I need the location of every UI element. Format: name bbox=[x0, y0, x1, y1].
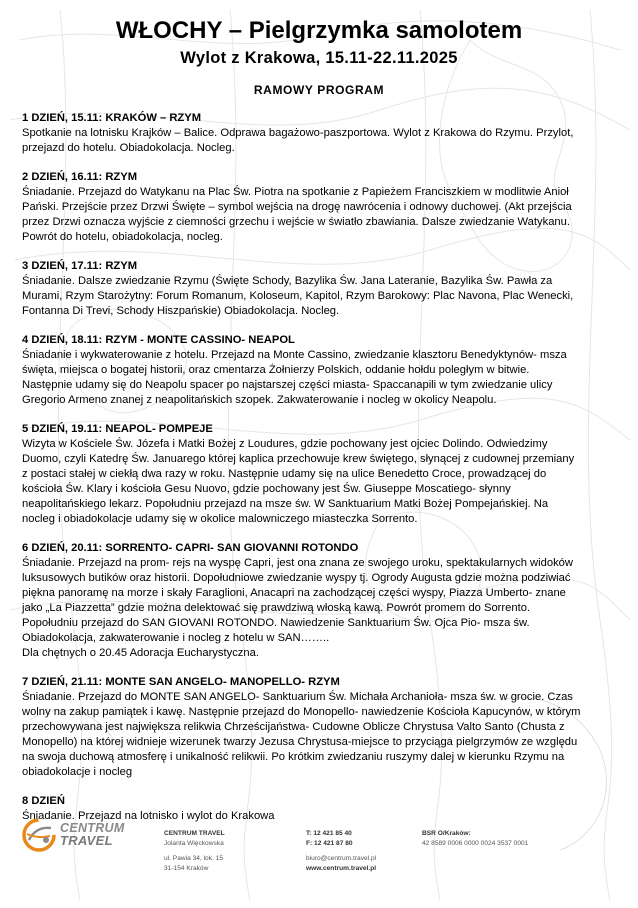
day-description-line: święta, miejsca o bogatej historii, oraz cmentarza Żołnierzy Polskich, oddanie hołdu poległym w bitwie. bbox=[22, 364, 530, 376]
day-description-line: Dla chętnych o 20.45 Adoracja Eucharystyczna. bbox=[22, 647, 259, 659]
program-heading: RAMOWY PROGRAM bbox=[253, 83, 385, 97]
day-description-line: Śniadanie. Dalsze zwiedzanie Rzymu (Święte Schody, Bazylika Św. Jana Lateranie, Bazylika Św. Pawła za bbox=[22, 275, 553, 287]
footer-website-link[interactable]: www.centrum.travel.pl bbox=[306, 864, 377, 872]
footer-email-link[interactable]: biuro@centrum.travel.pl bbox=[306, 855, 377, 863]
day-description-line: Duomo, czyli Katedrę Św. Januarego której kaplica przechowuje krew świętego, słynącej z cudownej przemiany bbox=[22, 453, 575, 465]
footer-fax: F: 12 421 87 80 bbox=[306, 839, 353, 847]
day-description-line: piękna panoramę na morze i skały Faraglioni, Anacapri na zachodzącej części wyspy, Piazza Umberto- znane bbox=[22, 587, 566, 599]
day-description-line: przez Drzwi oznacza wyjście z ciemności grzechu i wejście w światło zbawiania. Dalsze zwiedzanie Watykanu. bbox=[22, 216, 570, 228]
logo-text-centrum: CENTRUM bbox=[60, 821, 125, 835]
day-description-line: wolny na zakup pamiątek i kawę. Następnie przejazd do Monopello- nawiedzenie Kościoła Kapucynów, w którym bbox=[22, 706, 581, 718]
itinerary bbox=[22, 111, 618, 838]
footer-owner: Jolanta Więckowska bbox=[164, 839, 224, 847]
day-description-line: Śniadanie i wykwaterowanie z hotelu. Przejazd na Monte Cassino, zwiedzanie klasztoru Benedyktynów- msza bbox=[22, 349, 567, 361]
company-logo bbox=[22, 816, 132, 856]
day-description-line: Powrót do hotelu, obiadokolacja, nocleg. bbox=[22, 231, 223, 243]
day-section bbox=[22, 170, 618, 245]
day-description-line: Obiadokolacja, zakwaterowanie i nocleg z hotelu w SAN…….. bbox=[22, 632, 330, 644]
day-heading: 3 DZIEŃ, 17.11: RZYM bbox=[22, 260, 138, 272]
day-description-line: Śniadanie. Przejazd do MONTE SAN ANGELO- Sanktuarium Św. Michała Archanioła- msza św. w grocie. Czas bbox=[22, 691, 573, 703]
day-section bbox=[22, 541, 618, 661]
day-section bbox=[22, 111, 618, 156]
footer-city: 31-154 Kraków bbox=[164, 864, 209, 872]
day-description-line: Śniadanie. Przejazd do Watykanu na Plac Św. Piotra na spotkanie z Papieżem Franciszkiem w modlitwie Anioł bbox=[22, 186, 569, 198]
logo-text-travel: TRAVEL bbox=[60, 833, 113, 848]
day-description bbox=[22, 126, 618, 156]
logo-globe-icon bbox=[22, 818, 56, 852]
day-section bbox=[22, 422, 618, 527]
day-description-line: Pański. Przejście przez Drzwi Święte – symbol wejścia na drogę nawrócenia i odnowy duchowej. (Akt przejścia bbox=[22, 201, 572, 213]
day-section bbox=[22, 333, 618, 408]
footer-address bbox=[164, 829, 225, 873]
footer-bank-account: 42 8589 0006 0000 0024 3537 0001 bbox=[422, 839, 529, 847]
day-heading: 7 DZIEŃ, 21.11: MONTE SAN ANGELO- MANOPELLO- RZYM bbox=[22, 676, 340, 688]
day-description-line: luksusowych butików oraz historii. Dopołudniowe zwiedzanie wyspy tj. Ogrody Augusta gdzie można podziwiać bbox=[22, 572, 571, 584]
day-description-line: przechowywana jest największa relikwia Chrześcijaństwa- Cudowne Oblicze Chrystusa Valto Santo (Chusta z bbox=[22, 721, 565, 733]
day-description bbox=[22, 348, 618, 408]
day-description-line: jako „La Piazzetta” gdzie można delektować się prawdziwą włoską kawą. Powrót promem do Sorrento. bbox=[22, 602, 531, 614]
day-description-line: Murami, Rzym Starożytny: Forum Romanum, Koloseum, Kapitol, Rzym Barokowy: Plac Navona, Plac Wenecki, bbox=[22, 290, 574, 302]
day-description-line: Monopello) na której widnieje wizerunek twarzy Jezusa Chrystusa-miejsce to przyciąga pielgrzymów ze względu bbox=[22, 736, 578, 748]
day-description-line: neapolitańskiego lekarz. Popołudniu przejazd na msze św. W Sanktuarium Matki Bożej Pompejańskiej. Na bbox=[22, 498, 549, 510]
day-description-line: Następnie udamy się do Neapolu spacer po najstarszej części miasta- Spaccanapili w tym zwiedzanie ulicy bbox=[22, 379, 553, 391]
footer-contact bbox=[306, 829, 376, 873]
footer-company: CENTRUM TRAVEL bbox=[164, 830, 225, 837]
day-description-line: nocleg i obiadokolacje udamy się w okolice malowniczego miasteczka Sorrento. bbox=[22, 513, 418, 525]
day-description-line: Śniadanie. Przejazd na prom- rejs na wyspę Capri, jest ona znana ze swojego uroku, spektakularnych widoków bbox=[22, 557, 573, 569]
day-heading: 1 DZIEŃ, 15.11: KRAKÓW – RZYM bbox=[22, 112, 202, 124]
day-description bbox=[22, 185, 618, 245]
document-subtitle: Wylot z Krakowa, 15.11-22.11.2025 bbox=[180, 49, 458, 67]
day-description-line: Popołudniu przejazd do SAN GIOVANI ROTONDO. Nawiedzenie Sanktuarium Św. Ojca Pio- msza św. bbox=[22, 617, 530, 629]
day-description bbox=[22, 690, 618, 780]
day-description-line: Fontanna Di Trevi, Schody Hiszpańskie) Obiadokolacja. Nocleg. bbox=[22, 305, 340, 317]
footer-street: ul. Pawia 34, lok. 15 bbox=[164, 855, 224, 863]
footer bbox=[0, 812, 638, 882]
day-description bbox=[22, 556, 618, 661]
day-description-line: na swoja duchową atmosferę i unikalność relikwii. Po krótkim zwiedzaniu ruszymy dalej w kierunku Rzymu na bbox=[22, 751, 565, 763]
day-description bbox=[22, 274, 618, 319]
day-description-line: kościoła Św. Klary i kościoła Gesu Nuovo, gdzie pochowany jest Św. Giuseppe Moscatiego- słynny bbox=[22, 483, 511, 495]
document-title: WŁOCHY – Pielgrzymka samolotem bbox=[115, 17, 523, 44]
day-heading: 4 DZIEŃ, 18.11: RZYM - MONTE CASSINO- NEAPOL bbox=[22, 334, 295, 346]
day-heading: 6 DZIEŃ, 20.11: SORRENTO- CAPRI- SAN GIOVANNI ROTONDO bbox=[22, 542, 359, 554]
day-description-line: Wizyta w Kościele Św. Józefa i Matki Bożej z Loudures, gdzie pochowany jest ojciec Dolindo. Odwiedzimy bbox=[22, 438, 548, 450]
day-description-line: z postaci stałej w ciekłą dwa razy w roku. Następnie udamy się na ulice Benedetto Croce, prowadzącej do bbox=[22, 468, 547, 480]
day-description-line: Śniadanie. Przejazd na lotnisko i wylot do Krakowa bbox=[22, 810, 275, 822]
day-description-line: Gregorio Armeno znanej z neapolitańskich szopek. Zakwaterowanie i nocleg w okolicy Neapolu. bbox=[22, 394, 497, 406]
footer-bank-label: BSR O/Kraków: bbox=[422, 830, 471, 837]
day-description-line: obiadokolacje i nocleg bbox=[22, 766, 133, 778]
day-heading: 2 DZIEŃ, 16.11: RZYM bbox=[22, 171, 138, 183]
day-description bbox=[22, 437, 618, 527]
day-description-line: przejazd do hotelu. Obiadokolacja. Nocleg. bbox=[22, 142, 235, 154]
day-heading: 5 DZIEŃ, 19.11: NEAPOL- POMPEJE bbox=[22, 423, 213, 435]
day-section bbox=[22, 259, 618, 319]
footer-bank bbox=[422, 829, 528, 848]
footer-phone: T: 12 421 85 40 bbox=[306, 830, 352, 837]
day-section bbox=[22, 675, 618, 780]
day-description-line: Spotkanie na lotnisku Krajków – Balice. Odprawa bagażowo-paszportowa. Wylot z Krakowa do Rzymu. Przylot, bbox=[22, 127, 574, 139]
day-heading: 8 DZIEŃ bbox=[22, 795, 65, 807]
